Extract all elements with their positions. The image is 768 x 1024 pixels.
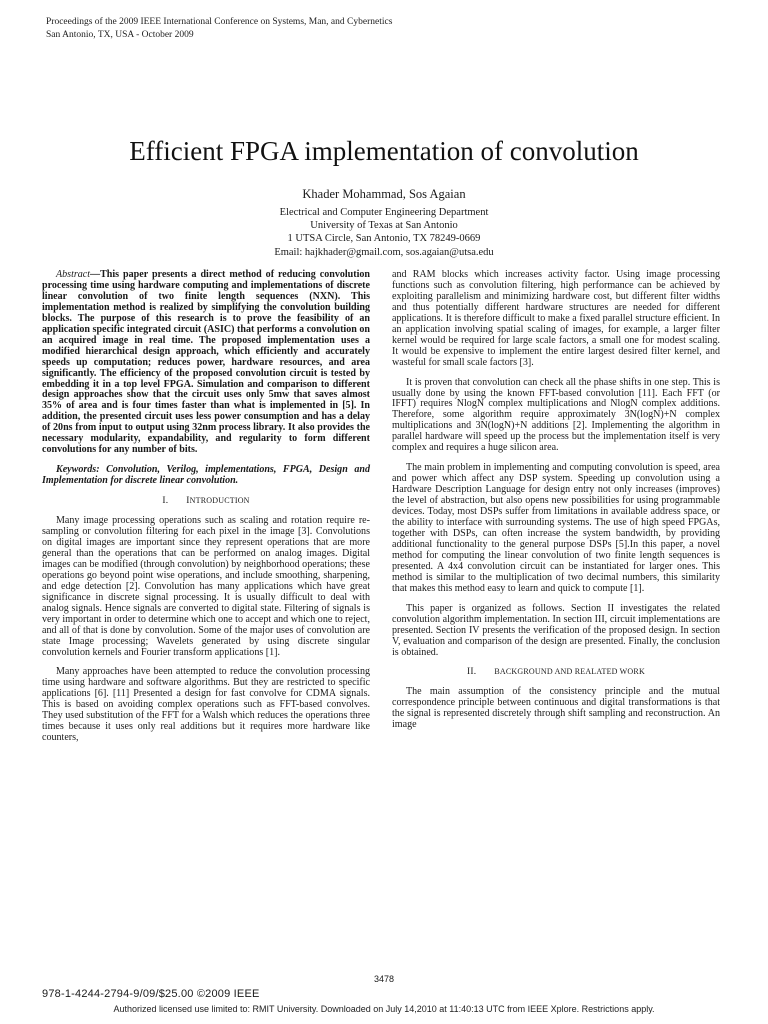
- left-column: [42, 270, 370, 753]
- affiliation-email: Email: hajkhader@gmail.com, sos.agaian@utsa.edu: [274, 246, 494, 258]
- affiliation-university: University of Texas at San Antonio: [310, 220, 458, 232]
- section-title-initial: I: [186, 496, 190, 507]
- intro-paragraph-1: Many image processing operations such as scaling and rotation require re-sampling or convolution filtering for each pixel in the image [3]. Convolutions on digital images are important since they represent operations that are more general than the operations that can be performed on analog images. Digital images can be modified (through convolution) by neighborhood operations; these operations go beyond point wise operations, and include smoothing, sharpening, and edge detection [2]. Convolution has many applications which have great significance in discrete signal processing. It is usually difficult to deal with analog signals. Hence signals are converted to digital state. Filtering of signals is very important in order to determine which one to accept and which one to reject, and all of that is done by convolution. Some of the major uses of convolution are state Image processing; Wavelets generated by using discrete singular convolution kernels and Fourier transform applications [1].: [42, 515, 370, 658]
- conference-header: [46, 16, 392, 42]
- abstract: [42, 270, 370, 456]
- section-number: I.: [162, 496, 169, 507]
- isbn-copyright: 978-1-4244-2794-9/09/$25.00 ©2009 IEEE: [42, 988, 260, 1000]
- conference-name: Proceedings of the 2009 IEEE International Conference on Systems, Man, and Cybernetics: [46, 17, 393, 27]
- license-notice: Authorized licensed use limited to: RMIT University. Downloaded on July 14,2010 at 11:40:13 UTC from IEEE Xplore. Restrictions apply.: [113, 1004, 655, 1014]
- paper-authors: Khader Mohammad, Sos Agaian: [302, 187, 466, 201]
- section-heading-background: [392, 667, 720, 678]
- abstract-label: Abstract: [56, 269, 91, 280]
- section-number: II.: [467, 667, 477, 678]
- abstract-text: —This paper presents a direct method of reducing convolution processing time using hardware computing and implementations of discrete linear convolution of two finite length sequences (NXN). This implementation method is realized by simplifying the convolution building blocks. The purpose of this research is to prove the feasibility of an application specific integrated circuit (ASIC) that performs a convolution on an acquired image in real time. The proposed implementation uses a modified hierarchical design approach, which efficiently and accurately speeds up computation; reduces power, hardware resources, and area significantly. The efficiency of the proposed convolution circuit is tested by embedding it in a top level FPGA. Simulation and comparison to different design approaches show that the circuit uses only 5mw that saves almost 35% of area and is four times faster than what is implemented in [5]. In addition, the presented circuit uses less power consumption and has a delay of 20ns from input to output using 32nm process library. It also provides the necessary modularity, expandability, and regularity to form different convolutions for any number of bits.: [42, 269, 370, 456]
- intro-paragraph-3: and RAM blocks which increases activity factor. Using image processing functions such as convolution filtering, high performance can be achieved by exploiting parallelism and minimizing hardware cost, but different filter widths and thus potentially different hardware structures are needed for different applications. It is therefore difficult to make a fixed parallel structure efficient. In an application involving spatial scaling of images, for example, a larger filter kernel would be required for large scale factors, a small one for modest scaling. It would be expensive to implement the entire largest desired filter kernel, and wasteful for small scale factors [3].: [392, 269, 720, 368]
- intro-paragraph-4: It is proven that convolution can check all the phase shifts in one step. This is usually done by using the known FFT-based convolution [11]. Each FFT (or IFFT) requires NlogN complex multiplications and NlogN complex additions. Therefore, some algorithm require approximately 3N(logN)+N complex multiplications and 3N(logN)+N additions [2]. Implementing the algorithm in parallel hardware will speed up the process but the implementation itself is very complex and requires a huge silicon area.: [392, 376, 720, 454]
- background-paragraph-1: The main assumption of the consistency principle and the mutual correspondence principle between continuous and digital transformations is that the signal is represented discretely through shift sampling and reconstruction. An image: [392, 686, 720, 731]
- affiliation-department: Electrical and Computer Engineering Department: [279, 207, 489, 218]
- intro-paragraph-5: The main problem in implementing and computing convolution is speed, area and power which affect any DSP system. Speeding up convolution using a Hardware Description Language for design entry not only increases (improves) the level of abstraction, but also opens new possibilities for using programmable devices. Today, most DSPs suffer from limitations in available address space, or the ability to interface with surrounding systems. The use of high speed FPGAs, together with DSPs, can often increase the system bandwidth, by providing additional functionality to the general purpose DSPs [5].In this paper, a novel method for computing the linear convolution of two finite length sequences is presented. A 4x4 convolution circuit can be instantiated for larger ones. This method is similar to the multiplication of two decimal numbers, this similarity that makes this method easy to learn and quick to compute [1].: [392, 462, 720, 594]
- author-affiliation: [0, 206, 768, 259]
- keywords: Keywords: Convolution, Verilog, implementations, FPGA, Design and Implementation for discrete linear convolution.: [42, 464, 370, 487]
- affiliation-address: 1 UTSA Circle, San Antonio, TX 78249-0669: [287, 233, 481, 245]
- page-number: 3478: [373, 974, 395, 984]
- intro-paragraph-6: This paper is organized as follows. Section II investigates the related convolution algorithm implementation. In section III, circuit implementations are presented. Section IV presents the verification of the proposed design. In section V, evaluation and comparison of the design are presented. Finally, the conclusion is obtained.: [392, 602, 720, 658]
- section-title: BACKGROUND AND REALATED WORK: [494, 667, 645, 677]
- paper-title: Efficient FPGA implementation of convolution: [129, 136, 639, 166]
- conference-location: San Antonio, TX, USA - October 2009: [46, 30, 194, 40]
- section-heading-introduction: [42, 496, 370, 507]
- right-column: [392, 270, 720, 740]
- section-title-rest: NTRODUCTION: [189, 496, 250, 506]
- intro-paragraph-2: Many approaches have been attempted to reduce the convolution processing time using hardware and software algorithms. But they are restricted to specific applications [6]. [11] Presented a design for fast convolve for CDMA signals. This is based on avoiding complex operations such as FFT-based convolves. They used substitution of the FFT for a Walsh which reduces the operations three times because it uses only real additions but it requires more hardware like counters,: [42, 666, 370, 744]
